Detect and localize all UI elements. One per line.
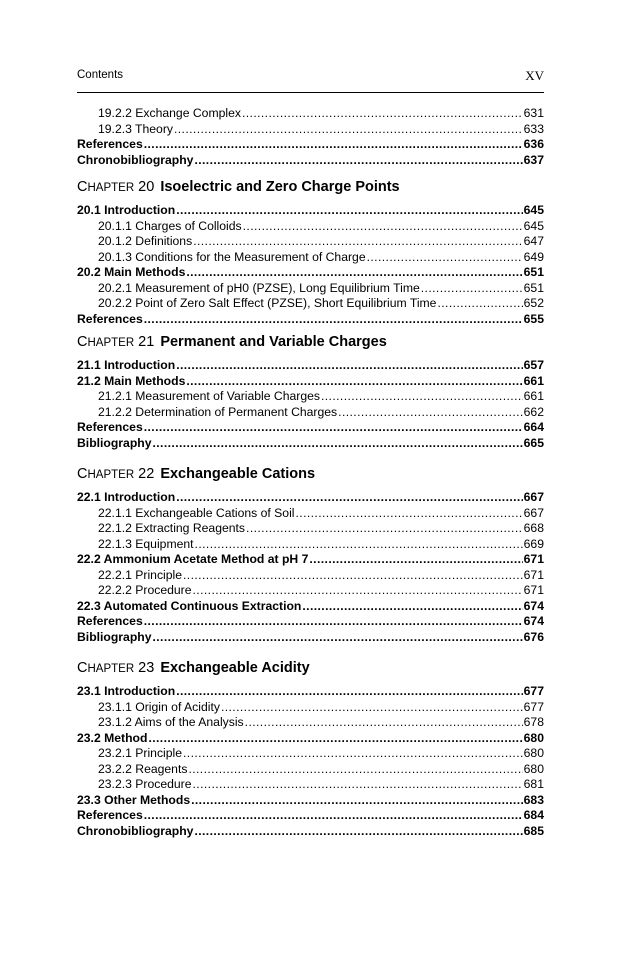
chapter-label-initial: C bbox=[77, 179, 88, 195]
dot-leader bbox=[144, 614, 523, 630]
toc-entry[interactable] bbox=[77, 312, 544, 328]
dot-leader bbox=[193, 777, 523, 793]
dot-leader bbox=[144, 808, 523, 824]
chapter-label-initial: C bbox=[77, 660, 88, 676]
toc-entry-title: 23.2.3 Procedure bbox=[98, 777, 192, 791]
toc-entry[interactable] bbox=[77, 137, 544, 153]
toc-entry-page: 683 bbox=[523, 792, 544, 807]
toc-section bbox=[77, 331, 544, 451]
toc-entry-page: 680 bbox=[523, 730, 544, 745]
toc-entry[interactable] bbox=[77, 490, 544, 506]
dot-leader bbox=[176, 358, 522, 374]
chapter-label bbox=[77, 179, 134, 195]
toc-entry-page: 667 bbox=[523, 490, 544, 504]
toc-entry-page: 680 bbox=[523, 746, 544, 760]
toc-entry[interactable] bbox=[77, 234, 544, 250]
toc-entry-title: 23.2.1 Principle bbox=[98, 746, 183, 760]
toc-entry-page: 637 bbox=[523, 152, 544, 167]
chapter-title: Exchangeable Acidity bbox=[160, 660, 310, 676]
toc-entry-page: 685 bbox=[523, 823, 544, 838]
toc-entry-page: 674 bbox=[523, 598, 544, 613]
toc-entry-page: 681 bbox=[523, 777, 544, 791]
chapter-title: Permanent and Variable Charges bbox=[160, 334, 387, 350]
page-number: XV bbox=[525, 68, 544, 83]
toc-entry-title: 23.2.2 Reagents bbox=[98, 761, 188, 776]
toc-entry-title: 22.2.1 Principle bbox=[98, 567, 183, 582]
dot-leader bbox=[144, 137, 523, 153]
chapter-label-rest: HAPTER bbox=[87, 337, 135, 349]
toc-entry-title: 22.2.2 Procedure bbox=[98, 583, 192, 597]
running-header-title: Contents bbox=[77, 69, 124, 81]
chapter-label-rest: HAPTER bbox=[87, 663, 135, 675]
toc-entry[interactable] bbox=[77, 153, 544, 169]
toc-entry-title: 22.1.2 Extracting Reagents bbox=[98, 521, 246, 535]
dot-leader bbox=[186, 374, 522, 390]
toc-entry[interactable] bbox=[77, 793, 544, 809]
toc-entry[interactable] bbox=[77, 731, 544, 747]
toc-entry-title: 20.1.3 Conditions for the Measurement of Charge bbox=[98, 249, 366, 264]
toc-entry-title: 22.1.1 Exchangeable Cations of Soil bbox=[98, 505, 295, 520]
toc-entry-title: 21.1 Introduction bbox=[77, 358, 176, 372]
toc-entry-title: References bbox=[77, 311, 143, 326]
toc-entry[interactable] bbox=[77, 746, 544, 762]
toc-entry-page: 684 bbox=[523, 808, 544, 822]
dot-leader bbox=[193, 583, 523, 599]
chapter-heading bbox=[77, 331, 544, 353]
chapter-label-rest: HAPTER bbox=[87, 469, 135, 481]
toc-entry[interactable] bbox=[77, 715, 544, 731]
dot-leader bbox=[367, 250, 523, 266]
toc-entry-page: 665 bbox=[523, 435, 544, 450]
toc-entry-page: 655 bbox=[523, 311, 544, 326]
toc-entry[interactable] bbox=[77, 265, 544, 281]
toc-entry-title: References bbox=[77, 614, 143, 628]
dot-leader bbox=[176, 203, 522, 219]
dot-leader bbox=[242, 106, 523, 122]
toc-entry-page: 661 bbox=[523, 389, 544, 403]
toc-entry-page: 671 bbox=[523, 567, 544, 582]
toc-entry-title: 20.1.2 Definitions bbox=[98, 234, 193, 248]
chapter-number: 22 bbox=[138, 466, 155, 482]
dot-leader bbox=[144, 420, 523, 436]
toc-entry[interactable] bbox=[77, 808, 544, 824]
toc-entry-title: 23.2 Method bbox=[77, 730, 148, 745]
toc-entry-page: 677 bbox=[523, 684, 544, 698]
toc-entry[interactable] bbox=[77, 389, 544, 405]
toc-entry[interactable] bbox=[77, 106, 544, 122]
chapter-label-rest: HAPTER bbox=[87, 182, 135, 194]
toc-entry[interactable] bbox=[77, 203, 544, 219]
toc-entry-title: References bbox=[77, 137, 143, 151]
dot-leader bbox=[144, 312, 523, 328]
dot-leader bbox=[194, 824, 522, 840]
toc-entry[interactable] bbox=[77, 219, 544, 235]
toc-entry-page: 652 bbox=[523, 296, 544, 310]
dot-leader bbox=[309, 552, 522, 568]
toc-entry-title: 20.2.2 Point of Zero Salt Effect (PZSE), Short Equilibrium Time bbox=[98, 296, 437, 310]
toc-entry[interactable] bbox=[77, 599, 544, 615]
dot-leader bbox=[176, 490, 522, 506]
toc-entry-page: 631 bbox=[523, 106, 544, 120]
dot-leader bbox=[174, 122, 523, 138]
toc-entry[interactable] bbox=[77, 358, 544, 374]
toc-entry[interactable] bbox=[77, 420, 544, 436]
toc-entry-title: 20.2.1 Measurement of pH0 (PZSE), Long Equilibrium Time bbox=[98, 280, 420, 295]
toc-entry-title: Chronobibliography bbox=[77, 152, 194, 167]
dot-leader bbox=[246, 521, 523, 537]
toc-section bbox=[77, 106, 544, 168]
toc-entry-title: 20.1 Introduction bbox=[77, 203, 176, 217]
toc-entry[interactable] bbox=[77, 506, 544, 522]
header-rule bbox=[77, 92, 544, 93]
toc-entry-title: Chronobibliography bbox=[77, 823, 194, 838]
toc-entry-page: 678 bbox=[523, 715, 544, 729]
dot-leader bbox=[176, 684, 522, 700]
toc-entry-page: 636 bbox=[523, 137, 544, 151]
chapter-label bbox=[77, 466, 134, 482]
toc-entry[interactable] bbox=[77, 777, 544, 793]
toc-entry-title: 21.2.2 Determination of Permanent Charges bbox=[98, 404, 338, 419]
chapter-heading bbox=[77, 463, 544, 485]
dot-leader bbox=[296, 506, 523, 522]
toc-entry[interactable] bbox=[77, 583, 544, 599]
dot-leader bbox=[152, 436, 522, 452]
dot-leader bbox=[186, 265, 522, 281]
toc-entry[interactable] bbox=[77, 684, 544, 700]
toc-entry-title: 23.1.2 Aims of the Analysis bbox=[98, 715, 244, 729]
dot-leader bbox=[195, 537, 523, 553]
dot-leader bbox=[437, 296, 522, 312]
dot-leader bbox=[321, 389, 523, 405]
toc-entry[interactable] bbox=[77, 630, 544, 646]
toc-entry-title: 22.2 Ammonium Acetate Method at pH 7 bbox=[77, 552, 309, 566]
dot-leader bbox=[194, 153, 522, 169]
toc-entry-page: 661 bbox=[523, 373, 544, 388]
toc-entry-title: References bbox=[77, 808, 143, 822]
toc-entry-title: Bibliography bbox=[77, 435, 152, 450]
toc-entry[interactable] bbox=[77, 537, 544, 553]
chapter-title: Isoelectric and Zero Charge Points bbox=[160, 179, 400, 195]
dot-leader bbox=[183, 746, 523, 762]
toc-entry-page: 651 bbox=[523, 280, 544, 295]
toc-entry[interactable] bbox=[77, 762, 544, 778]
chapter-label-initial: C bbox=[77, 466, 88, 482]
toc-entry[interactable] bbox=[77, 568, 544, 584]
chapter-label-initial: C bbox=[77, 334, 88, 350]
toc-entry-page: 647 bbox=[523, 234, 544, 248]
dot-leader bbox=[302, 599, 522, 615]
toc-entry-title: 20.2 Main Methods bbox=[77, 265, 186, 279]
toc-entry-page: 677 bbox=[523, 699, 544, 714]
toc-entry-title: 22.1.3 Equipment bbox=[98, 536, 194, 551]
toc-entry-page: 664 bbox=[523, 420, 544, 434]
toc-entry-title: References bbox=[77, 420, 143, 434]
toc-section bbox=[77, 176, 544, 327]
toc-entry-page: 668 bbox=[523, 521, 544, 535]
toc-entry-title: 21.2 Main Methods bbox=[77, 373, 186, 388]
toc-entry[interactable] bbox=[77, 405, 544, 421]
running-header bbox=[77, 69, 544, 85]
toc-entry-title: 23.3 Other Methods bbox=[77, 792, 191, 807]
dot-leader bbox=[421, 281, 523, 297]
toc-entry-page: 657 bbox=[523, 358, 544, 372]
toc-entry-page: 669 bbox=[523, 536, 544, 551]
toc-entry[interactable] bbox=[77, 296, 544, 312]
toc-entry-page: 651 bbox=[523, 265, 544, 279]
toc-entry-page: 671 bbox=[523, 552, 544, 566]
toc-entry-title: 23.1 Introduction bbox=[77, 684, 176, 698]
dot-leader bbox=[188, 762, 522, 778]
dot-leader bbox=[245, 715, 523, 731]
dot-leader bbox=[191, 793, 523, 809]
toc-entry-title: Bibliography bbox=[77, 629, 152, 644]
toc-entry-title: 20.1.1 Charges of Colloids bbox=[98, 218, 242, 233]
toc-entry-page: 680 bbox=[523, 761, 544, 776]
toc-section bbox=[77, 463, 544, 645]
chapter-heading bbox=[77, 176, 544, 198]
toc-entry[interactable] bbox=[77, 552, 544, 568]
toc-entry-page: 671 bbox=[523, 583, 544, 597]
toc-entry-page: 633 bbox=[523, 121, 544, 136]
dot-leader bbox=[152, 630, 522, 646]
dot-leader bbox=[338, 405, 523, 421]
toc-entry-title: 21.2.1 Measurement of Variable Charges bbox=[98, 389, 320, 403]
dot-leader bbox=[148, 731, 522, 747]
chapter-number: 20 bbox=[138, 179, 155, 195]
chapter-title: Exchangeable Cations bbox=[160, 466, 316, 482]
dot-leader bbox=[193, 234, 522, 250]
toc-entry-title: 19.2.2 Exchange Complex bbox=[98, 106, 241, 120]
chapter-heading bbox=[77, 657, 544, 679]
chapter-number: 21 bbox=[138, 334, 155, 350]
toc-entry[interactable] bbox=[77, 374, 544, 390]
table-of-contents bbox=[77, 106, 544, 839]
toc-entry-title: 22.3 Automated Continuous Extraction bbox=[77, 598, 302, 613]
toc-section bbox=[77, 657, 544, 839]
toc-entry-title: 19.2.3 Theory bbox=[98, 121, 173, 136]
toc-entry[interactable] bbox=[77, 281, 544, 297]
toc-entry[interactable] bbox=[77, 700, 544, 716]
toc-entry-page: 645 bbox=[523, 218, 544, 233]
toc-entry[interactable] bbox=[77, 614, 544, 630]
toc-entry-page: 645 bbox=[523, 203, 544, 217]
toc-entry-page: 649 bbox=[523, 249, 544, 264]
toc-entry[interactable] bbox=[77, 436, 544, 452]
dot-leader bbox=[221, 700, 523, 716]
toc-entry-page: 676 bbox=[523, 629, 544, 644]
toc-entry[interactable] bbox=[77, 521, 544, 537]
dot-leader bbox=[243, 219, 523, 235]
toc-entry-page: 674 bbox=[523, 614, 544, 628]
toc-entry-page: 662 bbox=[523, 404, 544, 419]
dot-leader bbox=[183, 568, 523, 584]
toc-entry-page: 667 bbox=[523, 505, 544, 520]
toc-entry-title: 23.1.1 Origin of Acidity bbox=[98, 699, 220, 714]
chapter-label bbox=[77, 660, 134, 676]
chapter-number: 23 bbox=[138, 660, 155, 676]
toc-entry[interactable] bbox=[77, 824, 544, 840]
toc-entry[interactable] bbox=[77, 122, 544, 138]
toc-entry-title: 22.1 Introduction bbox=[77, 490, 176, 504]
toc-entry[interactable] bbox=[77, 250, 544, 266]
chapter-label bbox=[77, 334, 134, 350]
